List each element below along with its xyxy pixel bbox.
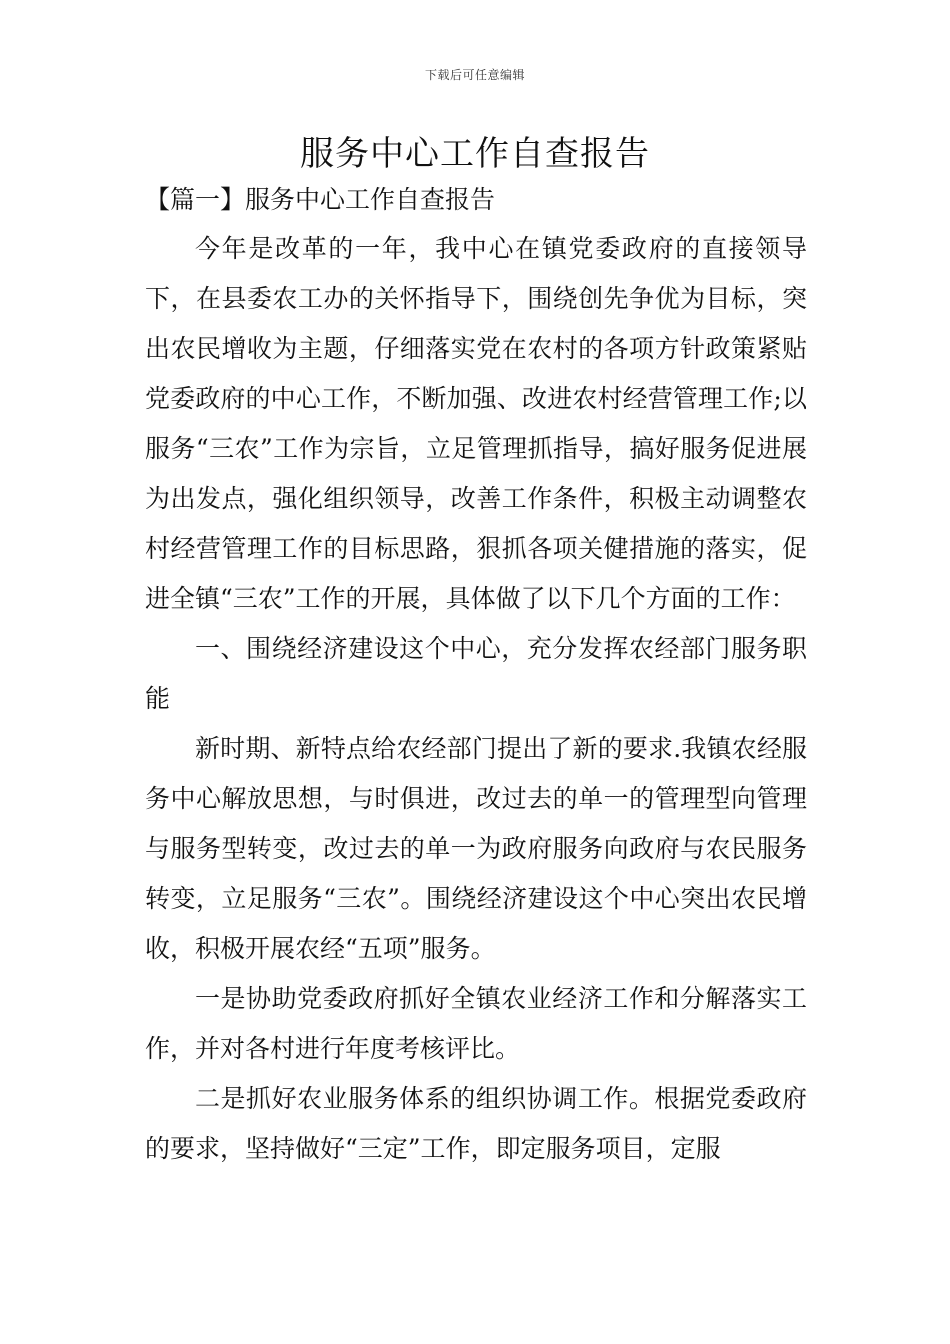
document-body — [145, 176, 807, 1174]
section-heading: 【篇一】服务中心工作自查报告 — [145, 185, 496, 214]
paragraph-heading-one: 一、围绕经济建设这个中心，充分发挥农经部门服务职能 — [145, 634, 807, 713]
header-note: 下载后可任意编辑 — [424, 68, 525, 82]
paragraph-item-two: 二是抓好农业服务体系的组织协调工作。根据党委政府的要求，坚持做好“三定”工作，即定服务项目，定服 — [145, 1084, 807, 1163]
paragraph-item-one: 一是协助党委政府抓好全镇农业经济工作和分解落实工作，并对各村进行年度考核评比。 — [145, 984, 807, 1063]
document-title: 服务中心工作自查报告 — [300, 134, 650, 174]
paragraph-intro: 今年是改革的一年，我中心在镇党委政府的直接领导下，在县委农工办的关怀指导下，围绕创先争优为目标，突出农民增收为主题，仔细落实党在农村的各项方针政策紧贴党委政府的中心工作，不断加强、改进农村经营管理工作;以服务“三农”工作为宗旨，立足管理抓指导，搞好服务促进展为出发点，强化组织领导，改善工作条件，积极主动调整农村经营管理工作的目标思路，狠抓各项关健措施的落实，促进全镇“三农”工作的开展，具体做了以下几个方面的工作： — [145, 234, 807, 613]
paragraph-new-era: 新时期、新特点给农经部门提出了新的要求.我镇农经服务中心解放思想，与时俱进，改过去的单一的管理型向管理与服务型转变，改过去的单一为政府服务向政府与农民服务转变，立足服务“三农”。围绕经济建设这个中心突出农民增收，积极开展农经“五项”服务。 — [145, 734, 807, 963]
